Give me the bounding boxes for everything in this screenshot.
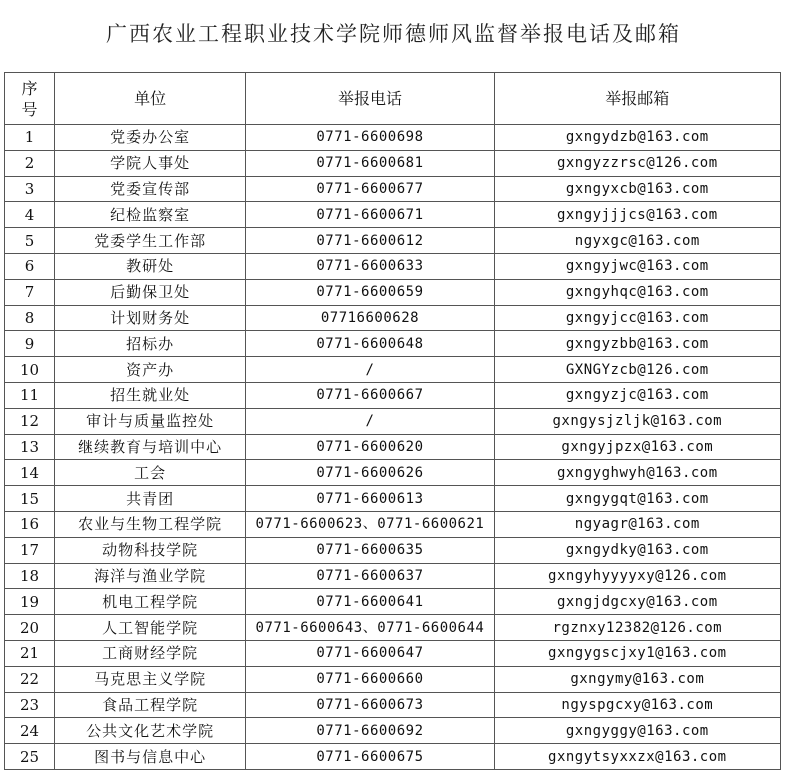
row-unit: 海洋与渔业学院 [55,563,246,589]
row-email: gxngyxcb@163.com [494,176,780,202]
row-unit: 党委宣传部 [55,176,246,202]
row-number: 3 [5,176,55,202]
row-number: 21 [5,640,55,666]
table-row [5,434,781,460]
table-header-row [5,73,781,125]
table-row [5,202,781,228]
row-unit: 工商财经学院 [55,640,246,666]
row-email: gxngyhqc@163.com [494,279,780,305]
table-row [5,408,781,434]
row-email: gxngjdgcxy@163.com [494,589,780,615]
table-row [5,486,781,512]
row-number: 24 [5,718,55,744]
row-unit: 马克思主义学院 [55,666,246,692]
table-row [5,511,781,537]
row-email: gxngysjzljk@163.com [494,408,780,434]
row-number: 22 [5,666,55,692]
row-unit: 食品工程学院 [55,692,246,718]
row-phone: 0771-6600648 [246,331,494,357]
table-row [5,563,781,589]
row-email: gxngygscjxy1@163.com [494,640,780,666]
row-unit: 农业与生物工程学院 [55,511,246,537]
row-unit: 审计与质量监控处 [55,408,246,434]
table-row [5,692,781,718]
header-number-line1: 序 [21,78,38,98]
row-email: gxngyhyyyyxy@126.com [494,563,780,589]
row-number: 19 [5,589,55,615]
row-phone: 0771-6600677 [246,176,494,202]
row-email: gxngyzzrsc@126.com [494,150,780,176]
row-phone: / [246,357,494,383]
row-email: gxngyjwc@163.com [494,253,780,279]
table-row [5,279,781,305]
row-number: 25 [5,744,55,770]
row-number: 5 [5,228,55,254]
row-phone: 0771-6600613 [246,486,494,512]
table-row [5,305,781,331]
table-row [5,460,781,486]
row-phone: 0771-6600681 [246,150,494,176]
row-email: ngyagr@163.com [494,511,780,537]
row-phone: 0771-6600635 [246,537,494,563]
row-unit: 招标办 [55,331,246,357]
contact-table [4,72,781,770]
row-unit: 公共文化艺术学院 [55,718,246,744]
row-number: 14 [5,460,55,486]
row-phone: 0771-6600620 [246,434,494,460]
row-number: 15 [5,486,55,512]
table-row [5,228,781,254]
row-unit: 工会 [55,460,246,486]
row-number: 2 [5,150,55,176]
row-email: gxngyggy@163.com [494,718,780,744]
row-unit: 资产办 [55,357,246,383]
row-phone: 0771-6600671 [246,202,494,228]
row-number: 13 [5,434,55,460]
table-row [5,253,781,279]
row-phone: 0771-6600692 [246,718,494,744]
row-phone: 0771-6600675 [246,744,494,770]
row-phone: 0771-6600660 [246,666,494,692]
row-email: gxngymy@163.com [494,666,780,692]
row-number: 17 [5,537,55,563]
row-unit: 招生就业处 [55,382,246,408]
row-unit: 后勤保卫处 [55,279,246,305]
page-title: 广西农业工程职业技术学院师德师风监督举报电话及邮箱 [106,22,681,46]
row-unit: 教研处 [55,253,246,279]
row-phone: / [246,408,494,434]
table-row [5,666,781,692]
row-number: 10 [5,357,55,383]
row-number: 6 [5,253,55,279]
row-email: gxngyjcc@163.com [494,305,780,331]
row-number: 20 [5,615,55,641]
row-number: 9 [5,331,55,357]
table-row [5,331,781,357]
row-email: gxngyghwyh@163.com [494,460,780,486]
row-email: ngyspgcxy@163.com [494,692,780,718]
table-row [5,176,781,202]
row-unit: 纪检监察室 [55,202,246,228]
row-phone: 0771-6600698 [246,125,494,151]
row-phone: 0771-6600643、0771-6600644 [246,615,494,641]
row-phone: 0771-6600626 [246,460,494,486]
header-number-line2: 号 [21,99,38,119]
table-row [5,537,781,563]
row-phone: 0771-6600673 [246,692,494,718]
row-email: rgznxy12382@126.com [494,615,780,641]
row-phone: 0771-6600647 [246,640,494,666]
row-unit: 继续教育与培训中心 [55,434,246,460]
row-email: gxngyzjc@163.com [494,382,780,408]
header-email: 举报邮箱 [494,73,780,125]
row-unit: 机电工程学院 [55,589,246,615]
table-row [5,125,781,151]
row-unit: 党委办公室 [55,125,246,151]
row-number: 1 [5,125,55,151]
row-number: 12 [5,408,55,434]
row-phone: 0771-6600623、0771-6600621 [246,511,494,537]
header-unit: 单位 [55,73,246,125]
header-number [5,73,55,125]
row-number: 8 [5,305,55,331]
row-number: 18 [5,563,55,589]
row-unit: 图书与信息中心 [55,744,246,770]
row-number: 7 [5,279,55,305]
row-email: ngyxgc@163.com [494,228,780,254]
header-phone: 举报电话 [246,73,494,125]
row-number: 23 [5,692,55,718]
table-row [5,744,781,770]
row-email: gxngydzb@163.com [494,125,780,151]
row-phone: 0771-6600633 [246,253,494,279]
row-number: 16 [5,511,55,537]
row-number: 11 [5,382,55,408]
row-phone: 07716600628 [246,305,494,331]
row-phone: 0771-6600659 [246,279,494,305]
row-number: 4 [5,202,55,228]
table-row [5,150,781,176]
table-row [5,615,781,641]
row-unit: 动物科技学院 [55,537,246,563]
row-email: gxngyzbb@163.com [494,331,780,357]
row-unit: 党委学生工作部 [55,228,246,254]
table-body [5,125,781,770]
table-row [5,589,781,615]
row-email: GXNGYzcb@126.com [494,357,780,383]
row-phone: 0771-6600667 [246,382,494,408]
row-unit: 计划财务处 [55,305,246,331]
row-phone: 0771-6600612 [246,228,494,254]
table-row [5,640,781,666]
row-unit: 共青团 [55,486,246,512]
row-email: gxngygqt@163.com [494,486,780,512]
table-row [5,718,781,744]
row-email: gxngyjjjcs@163.com [494,202,780,228]
row-phone: 0771-6600637 [246,563,494,589]
row-unit: 人工智能学院 [55,615,246,641]
row-email: gxngytsyxxzx@163.com [494,744,780,770]
row-unit: 学院人事处 [55,150,246,176]
table-row [5,382,781,408]
row-phone: 0771-6600641 [246,589,494,615]
row-email: gxngyjpzx@163.com [494,434,780,460]
row-email: gxngydky@163.com [494,537,780,563]
table-row [5,357,781,383]
